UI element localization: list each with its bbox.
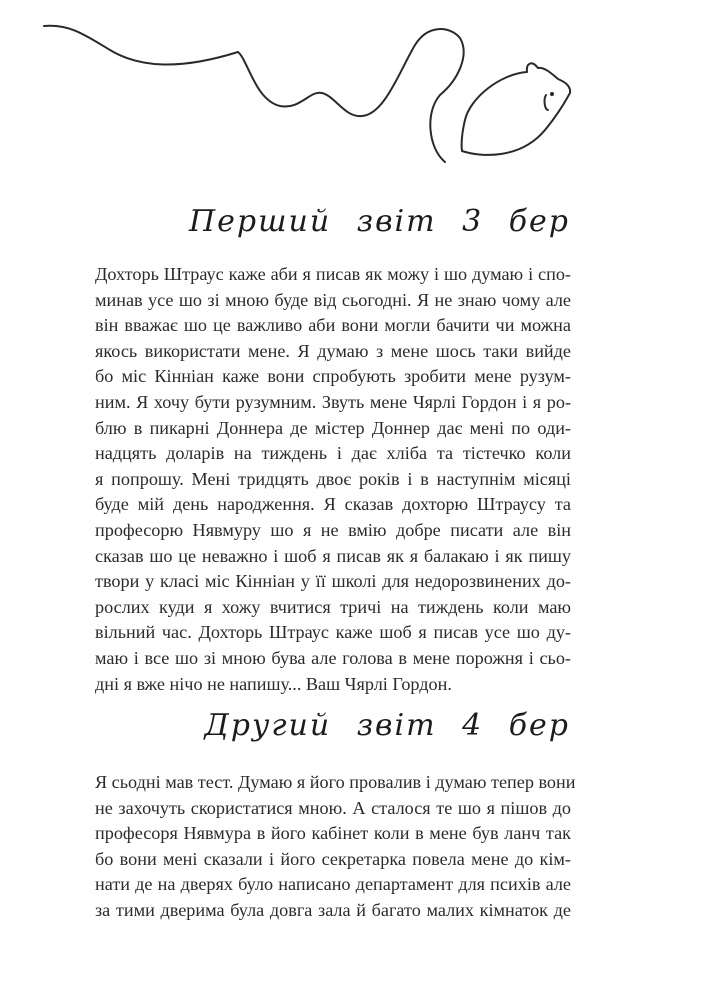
- text-line: минав усе шо зі мною буде від сьогодні. Я не знаю чому але: [95, 289, 571, 310]
- text-line: бо вони мені сказали і його секретарка повела мене до кім-: [95, 848, 571, 869]
- text-line: маю і все шо зі мною бува але голова в мене порожня і сьо-: [95, 647, 571, 668]
- mouse-with-long-tail-icon: [0, 0, 720, 180]
- text-line: надцять доларів на тиждень і дає хліба та тістечко коли: [95, 443, 571, 464]
- report-heading-2: Другий звіт 4 бер: [204, 708, 570, 743]
- report-heading-1: Перший звіт 3 бер: [188, 204, 570, 239]
- text-line: бо міс Кінніан каже вони спробують зробити мене рузум-: [95, 366, 571, 387]
- text-line: дні я вже нічо не напишу... Ваш Чярлі Гордон.: [95, 673, 452, 694]
- text-line: якось використати мене. Я думаю з мене шось таки вийде: [95, 340, 571, 361]
- text-line: буде мій день народження. Я сказав дохторю Штраусу та: [95, 494, 571, 515]
- report-1-body: [95, 262, 571, 697]
- text-line: рослих куди я хожу вчитися тричі на тиждень коли маю: [95, 596, 571, 617]
- text-line: ним. Я хочу бути рузумним. Звуть мене Чярлі Гордон і я ро-: [95, 391, 571, 412]
- text-line: професоря Нявмура в його кабінет коли в мене був ланч так: [95, 823, 571, 844]
- text-line: сказав шо це неважно і шоб я писав як я балакаю і як пишу: [95, 545, 571, 566]
- text-line: він вважає шо це важливо аби вони могли бачити чи можна: [95, 315, 571, 336]
- text-line: я попрошу. Мені тридцять двоє років і в наступнім місяці: [95, 468, 571, 489]
- text-line: блю в пикарні Доннера де містер Доннер дає мені по оди-: [95, 417, 571, 438]
- text-line: Я сьодні мав тест. Думаю я його провалив і думаю тепер вони: [95, 772, 576, 792]
- text-line: не захочуть скористатися мною. А сталося те шо я пішов до: [95, 797, 571, 818]
- text-line: за тими дверима була довга зала й багато малих кімнаток де: [95, 899, 571, 920]
- text-line: професорю Нявмуру шо я не вмію добре писати але він: [95, 519, 571, 540]
- text-line: вільний час. Дохторь Штраус каже шоб я писав усе шо ду-: [95, 622, 571, 643]
- text-line: твори у класі міс Кінніан у її школі для недорозвинених до-: [95, 571, 571, 592]
- text-line: нати де на дверях було написано департамент для психів але: [95, 874, 571, 895]
- text-line: Дохторь Штраус каже аби я писав як можу і шо думаю і спо-: [95, 264, 571, 284]
- report-2-body: [95, 770, 576, 924]
